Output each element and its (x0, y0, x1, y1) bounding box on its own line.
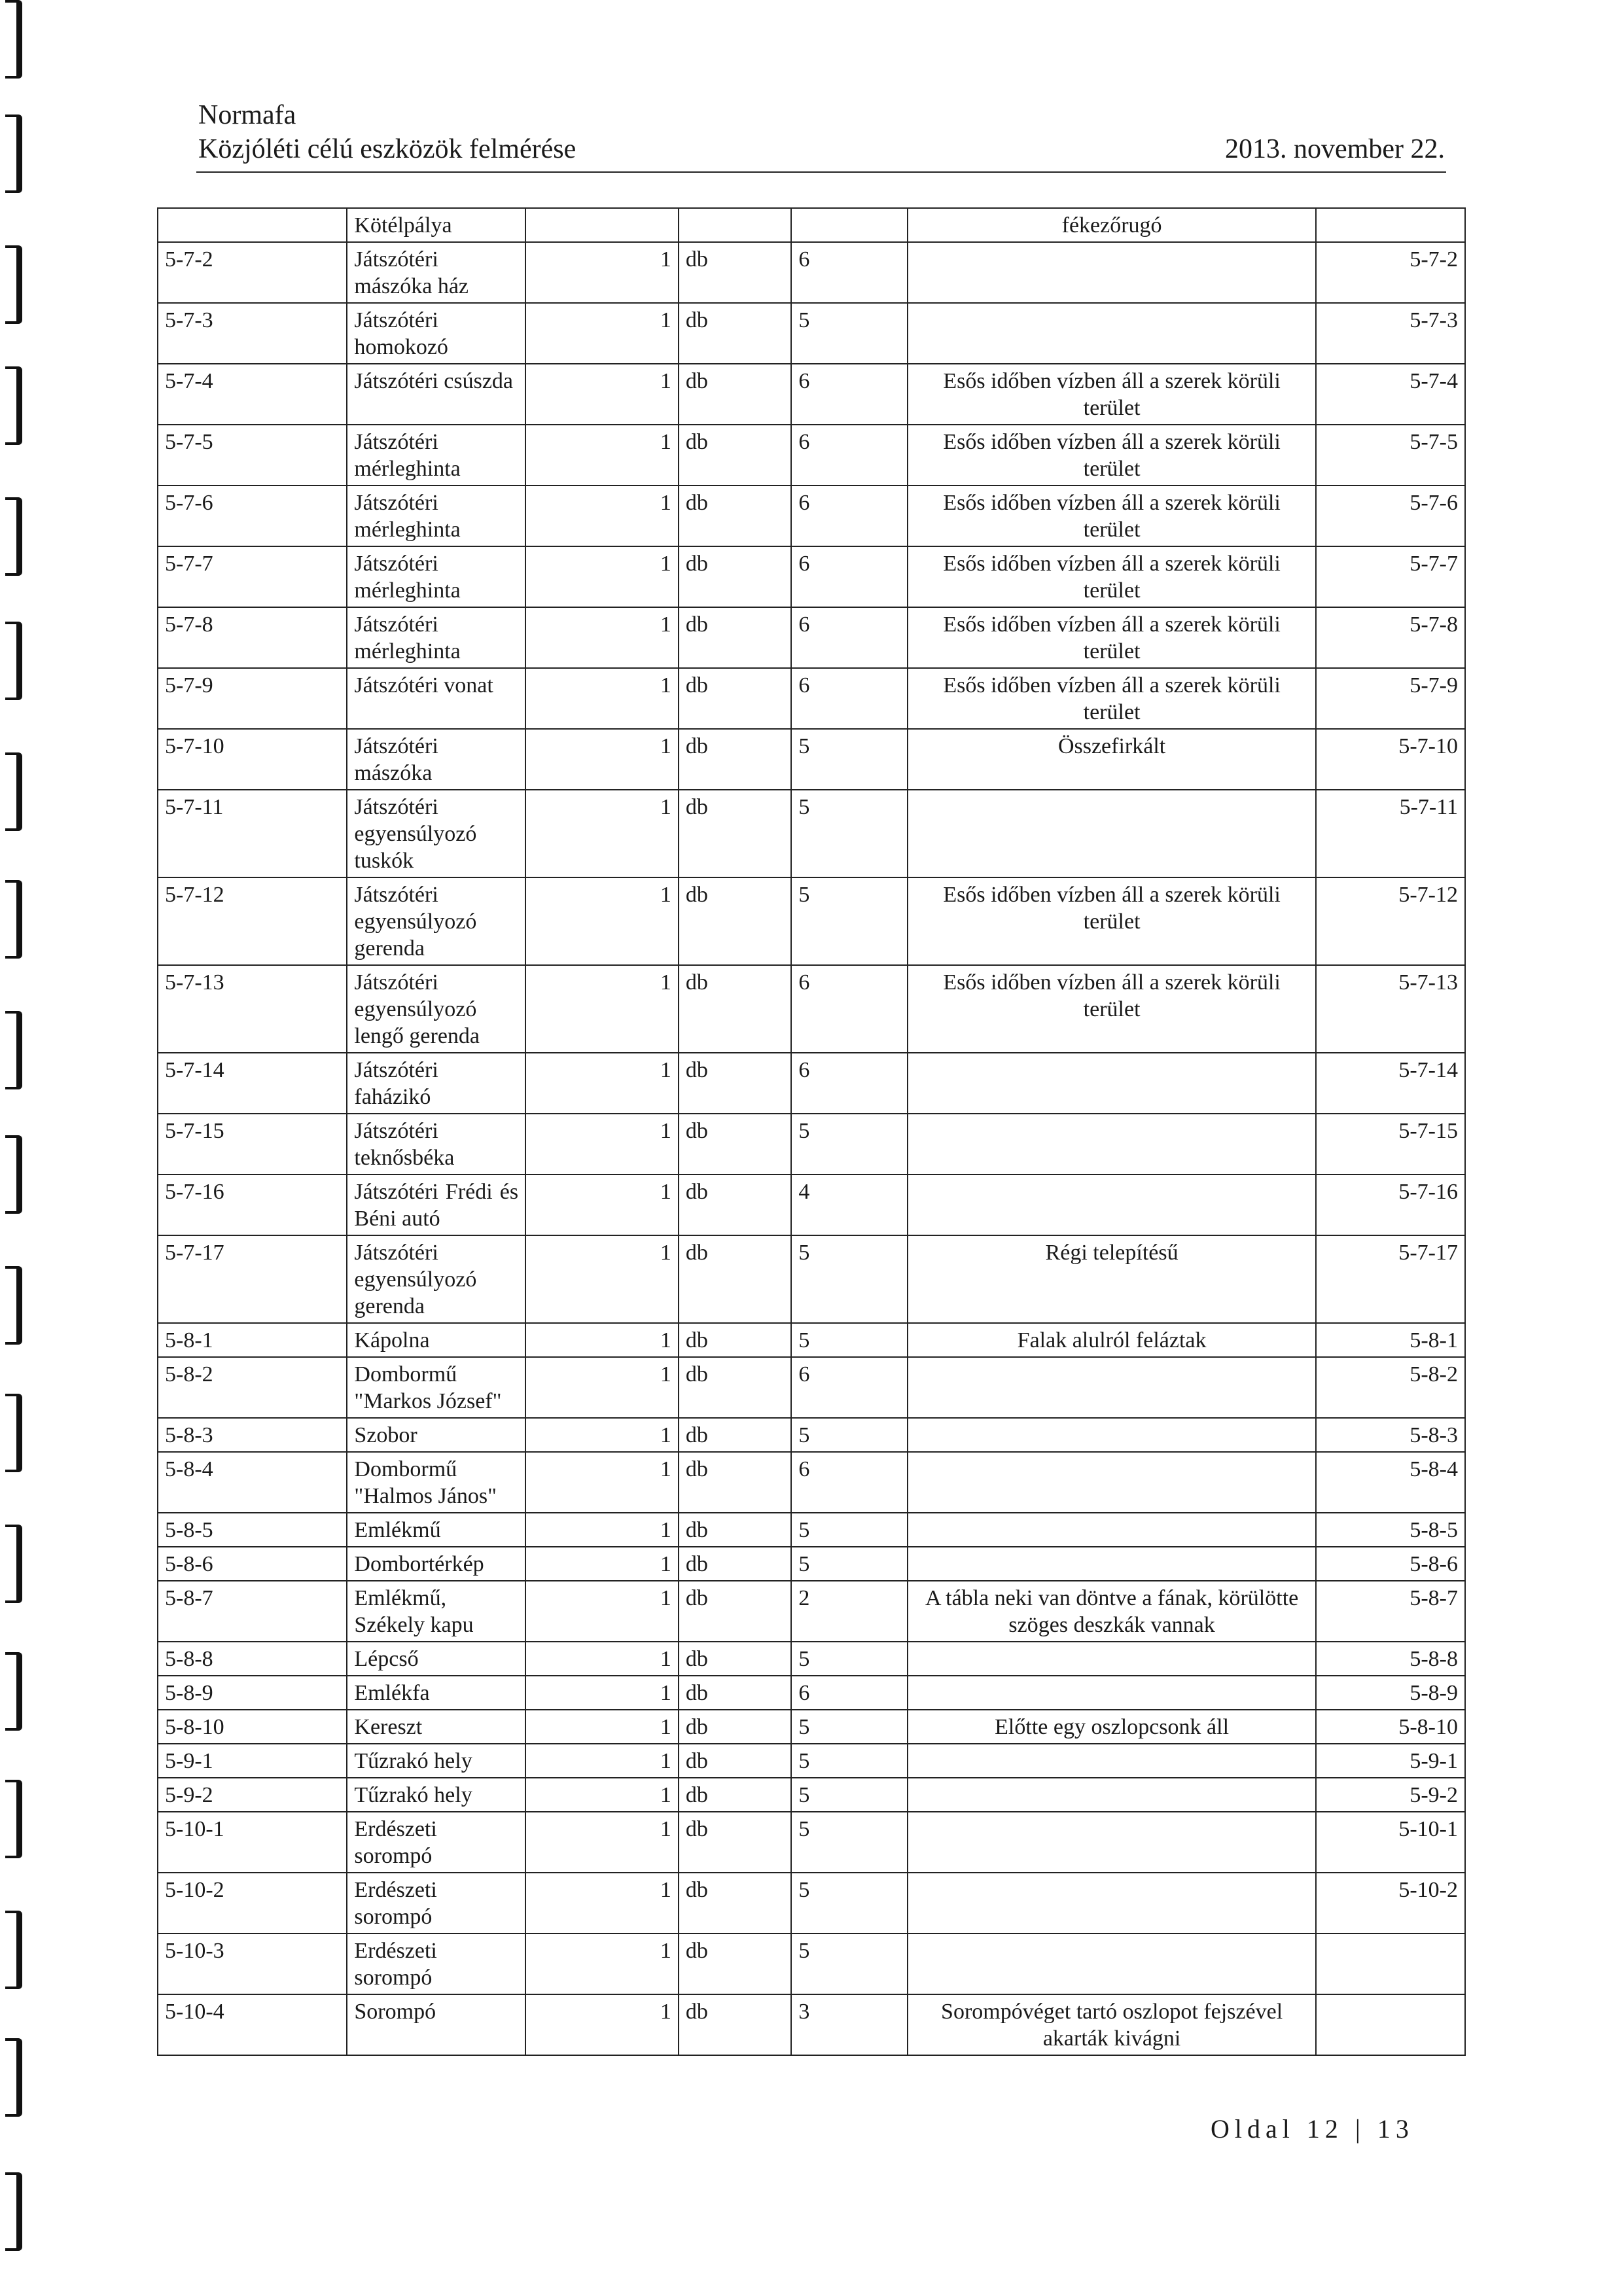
unit-cell: db (679, 1710, 792, 1744)
reference-code-cell: 5-7-10 (1316, 729, 1465, 790)
condition-grade-cell: 6 (791, 242, 908, 303)
note-cell: Esős időben vízben áll a szerek körüli terület (908, 425, 1315, 486)
condition-grade-cell: 5 (791, 1934, 908, 1994)
note-cell (908, 1452, 1315, 1513)
note-cell (908, 303, 1315, 364)
item-name-cell: Erdészeti sorompó (347, 1812, 525, 1873)
note-cell (908, 1934, 1315, 1994)
reference-code-cell: 5-9-1 (1316, 1744, 1465, 1778)
reference-code-cell: 5-7-2 (1316, 242, 1465, 303)
unit-cell: db (679, 1323, 792, 1357)
table-row (158, 1174, 1465, 1235)
item-name-cell: Játszótéri mérleghinta (347, 607, 525, 668)
condition-grade-cell: 5 (791, 1812, 908, 1873)
item-code-cell: 5-7-3 (158, 303, 347, 364)
table-row (158, 1235, 1465, 1323)
binding-ring (5, 2172, 22, 2251)
item-code-cell: 5-7-4 (158, 364, 347, 425)
item-name-cell: Játszótéri egyensúlyozó lengő gerenda (347, 965, 525, 1053)
quantity-cell: 1 (525, 790, 679, 877)
binding-ring (5, 1525, 22, 1603)
unit-cell (679, 208, 792, 242)
table-row (158, 242, 1465, 303)
note-cell (908, 1778, 1315, 1812)
table-row (158, 546, 1465, 607)
item-code-cell: 5-8-4 (158, 1452, 347, 1513)
quantity-cell (525, 208, 679, 242)
reference-code-cell: 5-8-2 (1316, 1357, 1465, 1418)
binding-ring (5, 115, 22, 193)
table-row (158, 1812, 1465, 1873)
note-cell (908, 1513, 1315, 1547)
binding-ring (5, 245, 22, 324)
note-cell (908, 1642, 1315, 1676)
table-row (158, 790, 1465, 877)
binding-ring (5, 1911, 22, 1989)
table-row (158, 607, 1465, 668)
note-cell (908, 1114, 1315, 1174)
item-code-cell: 5-7-17 (158, 1235, 347, 1323)
item-name-cell: Játszótéri mászóka ház (347, 242, 525, 303)
reference-code-cell: 5-8-1 (1316, 1323, 1465, 1357)
condition-grade-cell: 5 (791, 729, 908, 790)
header-date: 2013. november 22. (1225, 134, 1445, 164)
item-code-cell: 5-7-10 (158, 729, 347, 790)
quantity-cell: 1 (525, 1547, 679, 1581)
note-cell: Esős időben vízben áll a szerek körüli terület (908, 877, 1315, 965)
item-code-cell: 5-7-14 (158, 1053, 347, 1114)
quantity-cell: 1 (525, 1812, 679, 1873)
binding-ring (5, 366, 22, 445)
quantity-cell: 1 (525, 546, 679, 607)
unit-cell: db (679, 1778, 792, 1812)
item-name-cell: Játszótéri egyensúlyozó tuskók (347, 790, 525, 877)
quantity-cell: 1 (525, 607, 679, 668)
table-row (158, 1744, 1465, 1778)
item-code-cell: 5-8-3 (158, 1418, 347, 1452)
condition-grade-cell: 5 (791, 1114, 908, 1174)
unit-cell: db (679, 1642, 792, 1676)
quantity-cell: 1 (525, 1053, 679, 1114)
item-name-cell: Játszótéri mérleghinta (347, 546, 525, 607)
quantity-cell: 1 (525, 1873, 679, 1934)
condition-grade-cell: 5 (791, 1744, 908, 1778)
note-cell: Esős időben vízben áll a szerek körüli terület (908, 486, 1315, 546)
table-row (158, 1873, 1465, 1934)
reference-code-cell: 5-8-10 (1316, 1710, 1465, 1744)
note-cell: Esős időben vízben áll a szerek körüli terület (908, 607, 1315, 668)
quantity-cell: 1 (525, 242, 679, 303)
unit-cell: db (679, 1418, 792, 1452)
item-name-cell: Játszótéri vonat (347, 668, 525, 729)
reference-code-cell: 5-7-12 (1316, 877, 1465, 965)
condition-grade-cell: 6 (791, 425, 908, 486)
unit-cell: db (679, 425, 792, 486)
note-cell: Összefirkált (908, 729, 1315, 790)
item-name-cell: Erdészeti sorompó (347, 1873, 525, 1934)
item-name-cell: Szobor (347, 1418, 525, 1452)
spiral-binding (0, 0, 46, 2296)
quantity-cell: 1 (525, 364, 679, 425)
table-row (158, 425, 1465, 486)
unit-cell: db (679, 729, 792, 790)
unit-cell: db (679, 877, 792, 965)
item-name-cell: Dombormű "Halmos János" (347, 1452, 525, 1513)
note-cell (908, 1744, 1315, 1778)
item-name-cell: Dombortérkép (347, 1547, 525, 1581)
condition-grade-cell: 5 (791, 790, 908, 877)
condition-grade-cell: 5 (791, 1710, 908, 1744)
item-name-cell: Játszótéri csúszda (347, 364, 525, 425)
condition-grade-cell: 2 (791, 1581, 908, 1642)
note-cell (908, 1418, 1315, 1452)
condition-grade-cell: 3 (791, 1994, 908, 2055)
item-name-cell: Játszótéri faházikó (347, 1053, 525, 1114)
item-code-cell: 5-8-5 (158, 1513, 347, 1547)
item-name-cell: Játszótéri mérleghinta (347, 425, 525, 486)
note-cell: fékezőrugó (908, 208, 1315, 242)
reference-code-cell (1316, 1994, 1465, 2055)
quantity-cell: 1 (525, 1710, 679, 1744)
quantity-cell: 1 (525, 1642, 679, 1676)
table-row (158, 1513, 1465, 1547)
binding-ring (5, 1652, 22, 1731)
reference-code-cell (1316, 208, 1465, 242)
unit-cell: db (679, 1235, 792, 1323)
item-code-cell: 5-7-12 (158, 877, 347, 965)
item-code-cell: 5-7-13 (158, 965, 347, 1053)
item-code-cell: 5-9-1 (158, 1744, 347, 1778)
reference-code-cell: 5-10-2 (1316, 1873, 1465, 1934)
table-row (158, 1547, 1465, 1581)
item-code-cell: 5-10-4 (158, 1994, 347, 2055)
note-cell (908, 1873, 1315, 1934)
item-code-cell: 5-9-2 (158, 1778, 347, 1812)
item-code-cell: 5-7-2 (158, 242, 347, 303)
reference-code-cell: 5-7-6 (1316, 486, 1465, 546)
reference-code-cell: 5-7-9 (1316, 668, 1465, 729)
item-code-cell: 5-8-6 (158, 1547, 347, 1581)
note-cell: Sorompóvéget tartó oszlopot fejszével akarták kivágni (908, 1994, 1315, 2055)
unit-cell: db (679, 364, 792, 425)
table-row (158, 1994, 1465, 2055)
item-name-cell: Játszótéri egyensúlyozó gerenda (347, 877, 525, 965)
condition-grade-cell: 6 (791, 1357, 908, 1418)
note-cell: A tábla neki van döntve a fának, körülötte szöges deszkák vannak (908, 1581, 1315, 1642)
item-name-cell: Játszótéri mérleghinta (347, 486, 525, 546)
reference-code-cell: 5-7-14 (1316, 1053, 1465, 1114)
item-name-cell: Emlékmű (347, 1513, 525, 1547)
reference-code-cell: 5-7-17 (1316, 1235, 1465, 1323)
quantity-cell: 1 (525, 1418, 679, 1452)
unit-cell: db (679, 1513, 792, 1547)
quantity-cell: 1 (525, 1452, 679, 1513)
condition-grade-cell: 6 (791, 1053, 908, 1114)
table-row (158, 1053, 1465, 1114)
note-cell (908, 790, 1315, 877)
table-row (158, 1676, 1465, 1710)
item-name-cell: Dombormű "Markos József" (347, 1357, 525, 1418)
binding-ring (5, 1780, 22, 1858)
quantity-cell: 1 (525, 729, 679, 790)
unit-cell: db (679, 242, 792, 303)
page-header (198, 98, 1445, 166)
condition-grade-cell: 6 (791, 607, 908, 668)
table-row (158, 1710, 1465, 1744)
binding-ring (5, 1135, 22, 1214)
quantity-cell: 1 (525, 1323, 679, 1357)
binding-ring (5, 880, 22, 959)
table-row (158, 1114, 1465, 1174)
reference-code-cell: 5-9-2 (1316, 1778, 1465, 1812)
condition-grade-cell: 5 (791, 1778, 908, 1812)
unit-cell: db (679, 1114, 792, 1174)
quantity-cell: 1 (525, 1676, 679, 1710)
condition-grade-cell: 5 (791, 877, 908, 965)
unit-cell: db (679, 1934, 792, 1994)
item-code-cell: 5-8-7 (158, 1581, 347, 1642)
table-row (158, 729, 1465, 790)
unit-cell: db (679, 668, 792, 729)
table-row (158, 486, 1465, 546)
item-code-cell: 5-10-1 (158, 1812, 347, 1873)
note-cell: Előtte egy oszlopcsonk áll (908, 1710, 1315, 1744)
page-number: Oldal 12 | 13 (1211, 2114, 1414, 2144)
quantity-cell: 1 (525, 965, 679, 1053)
unit-cell: db (679, 1873, 792, 1934)
table-row (158, 965, 1465, 1053)
condition-grade-cell: 6 (791, 1452, 908, 1513)
unit-cell: db (679, 486, 792, 546)
header-title: Közjóléti célú eszközök felmérése (198, 134, 576, 164)
binding-ring (5, 1011, 22, 1089)
unit-cell: db (679, 546, 792, 607)
note-cell: Esős időben vízben áll a szerek körüli terület (908, 668, 1315, 729)
note-cell (908, 1547, 1315, 1581)
unit-cell: db (679, 607, 792, 668)
table-row (158, 303, 1465, 364)
item-name-cell: Játszótéri Frédi és Béni autó (347, 1174, 525, 1235)
note-cell (908, 1174, 1315, 1235)
note-cell: Régi telepítésű (908, 1235, 1315, 1323)
note-cell (908, 242, 1315, 303)
item-name-cell: Tűzrakó hely (347, 1744, 525, 1778)
quantity-cell: 1 (525, 1744, 679, 1778)
reference-code-cell: 5-8-3 (1316, 1418, 1465, 1452)
note-cell: Esős időben vízben áll a szerek körüli terület (908, 546, 1315, 607)
unit-cell: db (679, 1452, 792, 1513)
reference-code-cell: 5-8-6 (1316, 1547, 1465, 1581)
note-cell: Esős időben vízben áll a szerek körüli terület (908, 364, 1315, 425)
table-row (158, 1418, 1465, 1452)
note-cell (908, 1053, 1315, 1114)
item-code-cell: 5-8-8 (158, 1642, 347, 1676)
item-name-cell: Kereszt (347, 1710, 525, 1744)
binding-ring (5, 1394, 22, 1472)
item-code-cell: 5-7-16 (158, 1174, 347, 1235)
binding-ring (5, 1266, 22, 1345)
item-name-cell: Emlékmű, Székely kapu (347, 1581, 525, 1642)
unit-cell: db (679, 1676, 792, 1710)
table-row (158, 364, 1465, 425)
quantity-cell: 1 (525, 1357, 679, 1418)
condition-grade-cell: 6 (791, 668, 908, 729)
unit-cell: db (679, 1174, 792, 1235)
header-location: Normafa (198, 100, 296, 130)
note-cell: Falak alulról feláztak (908, 1323, 1315, 1357)
item-code-cell: 5-7-5 (158, 425, 347, 486)
item-code-cell: 5-7-7 (158, 546, 347, 607)
condition-grade-cell: 5 (791, 1547, 908, 1581)
item-code-cell: 5-7-6 (158, 486, 347, 546)
quantity-cell: 1 (525, 668, 679, 729)
condition-grade-cell: 6 (791, 1676, 908, 1710)
binding-ring (5, 0, 22, 79)
binding-ring (5, 2038, 22, 2117)
quantity-cell: 1 (525, 1934, 679, 1994)
binding-ring (5, 622, 22, 700)
quantity-cell: 1 (525, 877, 679, 965)
quantity-cell: 1 (525, 1581, 679, 1642)
condition-grade-cell: 5 (791, 1642, 908, 1676)
item-code-cell (158, 208, 347, 242)
item-code-cell: 5-7-15 (158, 1114, 347, 1174)
item-name-cell: Játszótéri egyensúlyozó gerenda (347, 1235, 525, 1323)
reference-code-cell: 5-7-7 (1316, 546, 1465, 607)
reference-code-cell (1316, 1934, 1465, 1994)
item-code-cell: 5-10-3 (158, 1934, 347, 1994)
unit-cell: db (679, 1547, 792, 1581)
item-code-cell: 5-10-2 (158, 1873, 347, 1934)
item-name-cell: Játszótéri teknősbéka (347, 1114, 525, 1174)
note-cell (908, 1812, 1315, 1873)
binding-ring (5, 497, 22, 576)
item-code-cell: 5-8-1 (158, 1323, 347, 1357)
quantity-cell: 1 (525, 1778, 679, 1812)
item-code-cell: 5-8-10 (158, 1710, 347, 1744)
condition-grade-cell: 5 (791, 1235, 908, 1323)
unit-cell: db (679, 1357, 792, 1418)
item-code-cell: 5-8-9 (158, 1676, 347, 1710)
reference-code-cell: 5-7-4 (1316, 364, 1465, 425)
condition-grade-cell: 5 (791, 1513, 908, 1547)
quantity-cell: 1 (525, 1114, 679, 1174)
table-row (158, 877, 1465, 965)
condition-grade-cell: 5 (791, 1418, 908, 1452)
table-row (158, 1581, 1465, 1642)
note-cell (908, 1357, 1315, 1418)
reference-code-cell: 5-10-1 (1316, 1812, 1465, 1873)
condition-grade-cell: 6 (791, 486, 908, 546)
condition-grade-cell: 5 (791, 1873, 908, 1934)
item-name-cell: Emlékfa (347, 1676, 525, 1710)
inventory-table (157, 207, 1466, 2056)
unit-cell: db (679, 790, 792, 877)
table-row (158, 1642, 1465, 1676)
table-row (158, 1452, 1465, 1513)
reference-code-cell: 5-8-9 (1316, 1676, 1465, 1710)
note-cell (908, 1676, 1315, 1710)
binding-ring (5, 752, 22, 831)
unit-cell: db (679, 1744, 792, 1778)
table-row (158, 668, 1465, 729)
condition-grade-cell (791, 208, 908, 242)
item-name-cell: Erdészeti sorompó (347, 1934, 525, 1994)
unit-cell: db (679, 1053, 792, 1114)
table-row (158, 1323, 1465, 1357)
condition-grade-cell: 6 (791, 364, 908, 425)
item-code-cell: 5-8-2 (158, 1357, 347, 1418)
quantity-cell: 1 (525, 425, 679, 486)
unit-cell: db (679, 965, 792, 1053)
table-row (158, 1778, 1465, 1812)
item-code-cell: 5-7-9 (158, 668, 347, 729)
reference-code-cell: 5-7-15 (1316, 1114, 1465, 1174)
reference-code-cell: 5-7-11 (1316, 790, 1465, 877)
item-name-cell: Sorompó (347, 1994, 525, 2055)
item-name-cell: Kötélpálya (347, 208, 525, 242)
item-code-cell: 5-7-8 (158, 607, 347, 668)
quantity-cell: 1 (525, 303, 679, 364)
quantity-cell: 1 (525, 486, 679, 546)
quantity-cell: 1 (525, 1994, 679, 2055)
table-row (158, 1357, 1465, 1418)
reference-code-cell: 5-8-7 (1316, 1581, 1465, 1642)
unit-cell: db (679, 1994, 792, 2055)
condition-grade-cell: 6 (791, 965, 908, 1053)
reference-code-cell: 5-7-5 (1316, 425, 1465, 486)
note-cell: Esős időben vízben áll a szerek körüli terület (908, 965, 1315, 1053)
unit-cell: db (679, 303, 792, 364)
item-name-cell: Játszótéri mászóka (347, 729, 525, 790)
unit-cell: db (679, 1812, 792, 1873)
reference-code-cell: 5-7-13 (1316, 965, 1465, 1053)
condition-grade-cell: 5 (791, 1323, 908, 1357)
table-row (158, 1934, 1465, 1994)
reference-code-cell: 5-7-16 (1316, 1174, 1465, 1235)
reference-code-cell: 5-8-4 (1316, 1452, 1465, 1513)
reference-code-cell: 5-7-3 (1316, 303, 1465, 364)
reference-code-cell: 5-8-5 (1316, 1513, 1465, 1547)
condition-grade-cell: 6 (791, 546, 908, 607)
item-name-cell: Lépcső (347, 1642, 525, 1676)
quantity-cell: 1 (525, 1174, 679, 1235)
condition-grade-cell: 5 (791, 303, 908, 364)
item-name-cell: Kápolna (347, 1323, 525, 1357)
unit-cell: db (679, 1581, 792, 1642)
item-code-cell: 5-7-11 (158, 790, 347, 877)
reference-code-cell: 5-7-8 (1316, 607, 1465, 668)
header-divider (196, 171, 1446, 173)
reference-code-cell: 5-8-8 (1316, 1642, 1465, 1676)
table-row (158, 208, 1465, 242)
condition-grade-cell: 4 (791, 1174, 908, 1235)
item-name-cell: Tűzrakó hely (347, 1778, 525, 1812)
quantity-cell: 1 (525, 1235, 679, 1323)
quantity-cell: 1 (525, 1513, 679, 1547)
item-name-cell: Játszótéri homokozó (347, 303, 525, 364)
